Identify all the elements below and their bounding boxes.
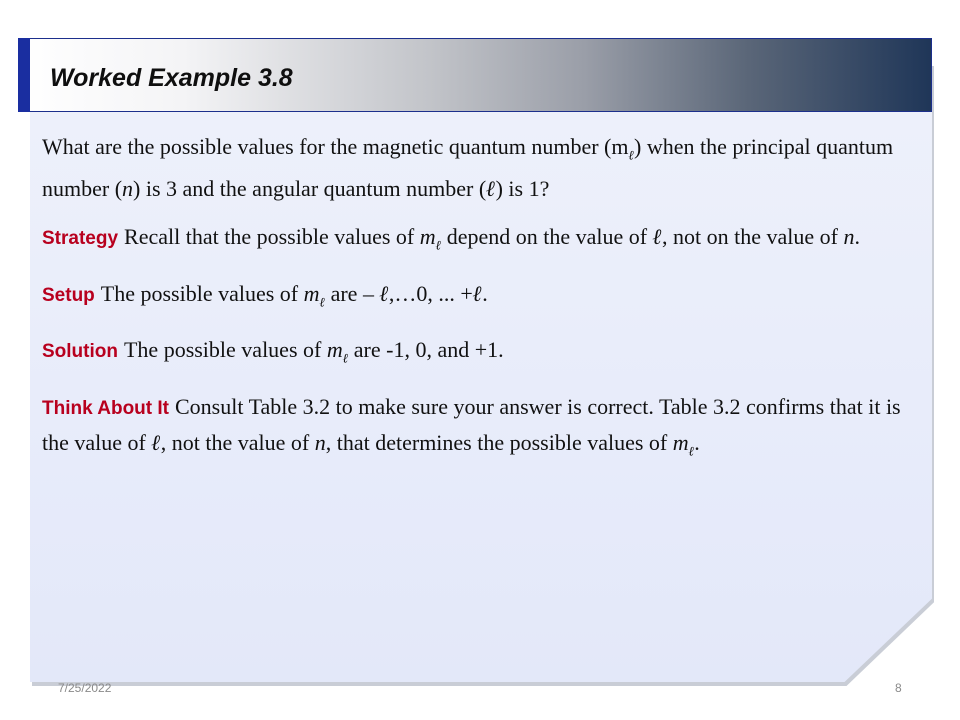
question-paragraph: What are the possible values for the magnetic quantum number $(m_\ell)$ when the principal quantum number (n) is 3 and the angular quantum number (ℓ) is 1? — [42, 134, 894, 202]
setup-label: Setup — [42, 284, 95, 306]
slide-body — [42, 130, 912, 482]
strategy-paragraph: Strategy Recall that the possible values of $m_\ell$ depend on the value of ℓ, not on the value of n. — [42, 224, 860, 253]
solution-label: Solution — [42, 341, 118, 363]
title-accent-bar — [18, 38, 30, 112]
footer-date: 7/25/2022 — [58, 681, 112, 695]
page-number: 8 — [895, 681, 902, 695]
solution-paragraph: Solution The possible values of $m_\ell$ are -1, 0, and +1. — [42, 337, 504, 366]
strategy-label: Strategy — [42, 228, 119, 250]
think-about-it-label: Think About It — [42, 397, 169, 419]
setup-paragraph: Setup The possible values of $m_\ell$ are – ℓ,…0, ... +ℓ. — [42, 280, 488, 310]
think-about-it-paragraph: Think About It Consult Table 3.2 to make sure your answer is correct. Table 3.2 confirms that it is the value of ℓ, not the value of n, that determines the possible values of $m_\ell$. — [42, 393, 901, 458]
slide-title: Worked Example 3.8 — [50, 64, 293, 92]
